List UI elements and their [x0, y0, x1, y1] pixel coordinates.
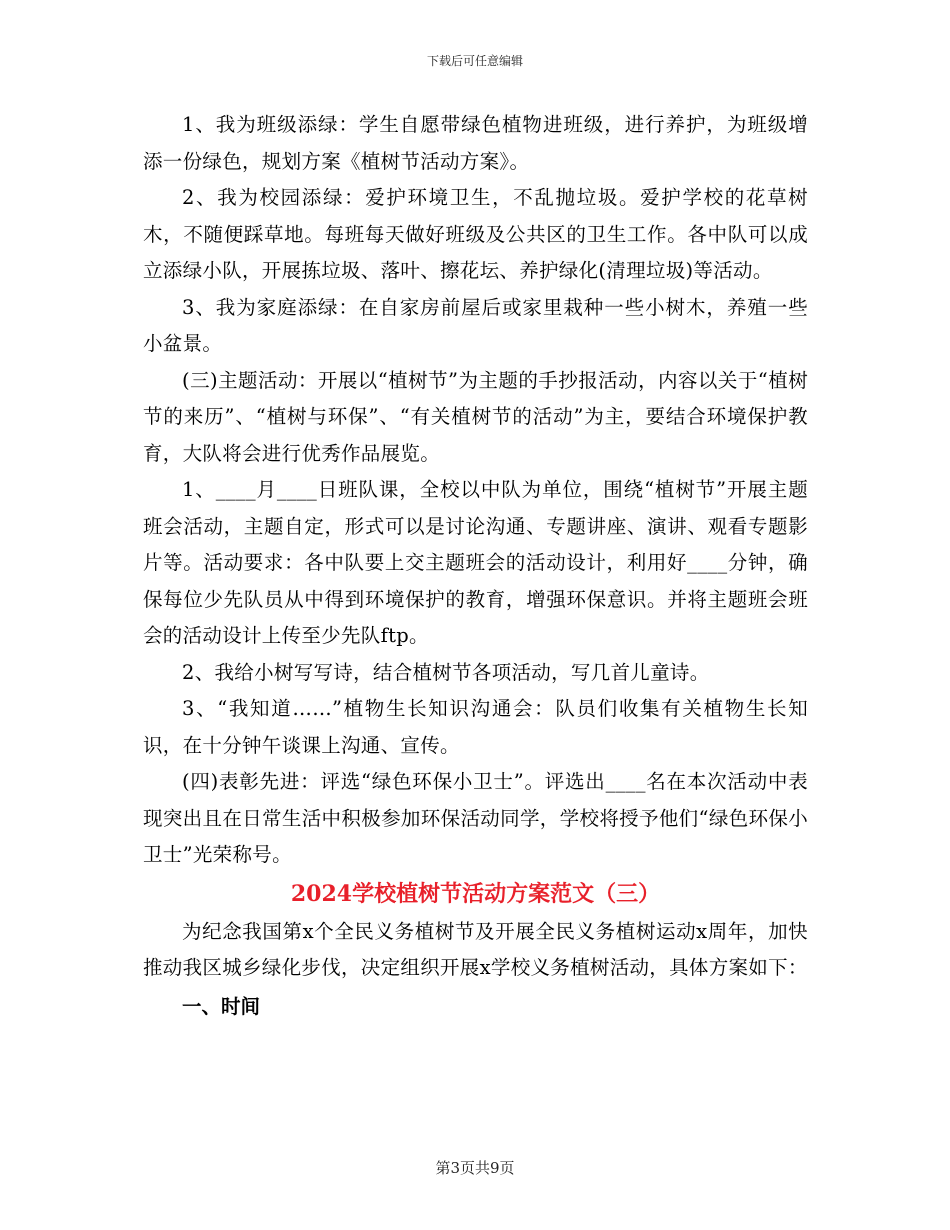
intro-paragraph: 为纪念我国第x个全民义务植树节及开展全民义务植树运动x周年，加快推动我区城乡绿化步伐，决定组织开展x学校义务植树活动，具体方案如下： [143, 919, 808, 979]
paragraph-7: 3、“我知道……”植物生长知识沟通会：队员们收集有关植物生长知识，在十分钟午谈课上沟通、宣传。 [143, 697, 808, 757]
paragraph-5: 1、____月____日班队课，全校以中队为单位，围绕“植树节”开展主题班会活动，主题自定，形式可以是讨论沟通、专题讲座、演讲、观看专题影片等。活动要求：各中队要上交主题班会的活动设计，利用好____分钟，确保每位少先队员从中得到环境保护的教育，增强环保意识。并将主题班会班会的活动设计上传至少先队ftp。 [143, 478, 808, 647]
subheading-time: 一、时间 [182, 994, 261, 1018]
paragraph-2: 2、我为校园添绿：爱护环境卫生，不乱抛垃圾。爱护学校的花草树木，不随便踩草地。每班每天做好班级及公共区的卫生工作。各中队可以成立添绿小队，开展拣垃圾、落叶、擦花坛、养护绿化(清理垃圾)等活动。 [143, 186, 808, 282]
paragraph-3: 3、我为家庭添绿：在自家房前屋后或家里栽种一些小树木，养殖一些小盆景。 [143, 295, 808, 355]
paragraph-6: 2、我给小树写写诗，结合植树节各项活动，写几首儿童诗。 [182, 660, 710, 684]
section-title: 2024学校植树节活动方案范文（三） [290, 880, 661, 907]
paragraph-1: 1、我为班级添绿：学生自愿带绿色植物进班级，进行养护，为班级增添一份绿色，规划方案《植树节活动方案》。 [143, 113, 808, 173]
document-body [143, 107, 808, 1027]
paragraph-8: (四)表彰先进：评选“绿色环保小卫士”。评选出____名在本次活动中表现突出且在日常生活中积极参加环保活动同学，学校将授予他们“绿色环保小卫士”光荣称号。 [143, 770, 808, 866]
page-number: 第3页共9页 [435, 1159, 515, 1177]
paragraph-4: (三)主题活动：开展以“植树节”为主题的手抄报活动，内容以关于“植树节的来历”、“植树与环保”、“有关植树节的活动”为主，要结合环境保护教育，大队将会进行优秀作品展览。 [143, 368, 808, 465]
page-header: 下载后可任意编辑 [426, 54, 523, 68]
